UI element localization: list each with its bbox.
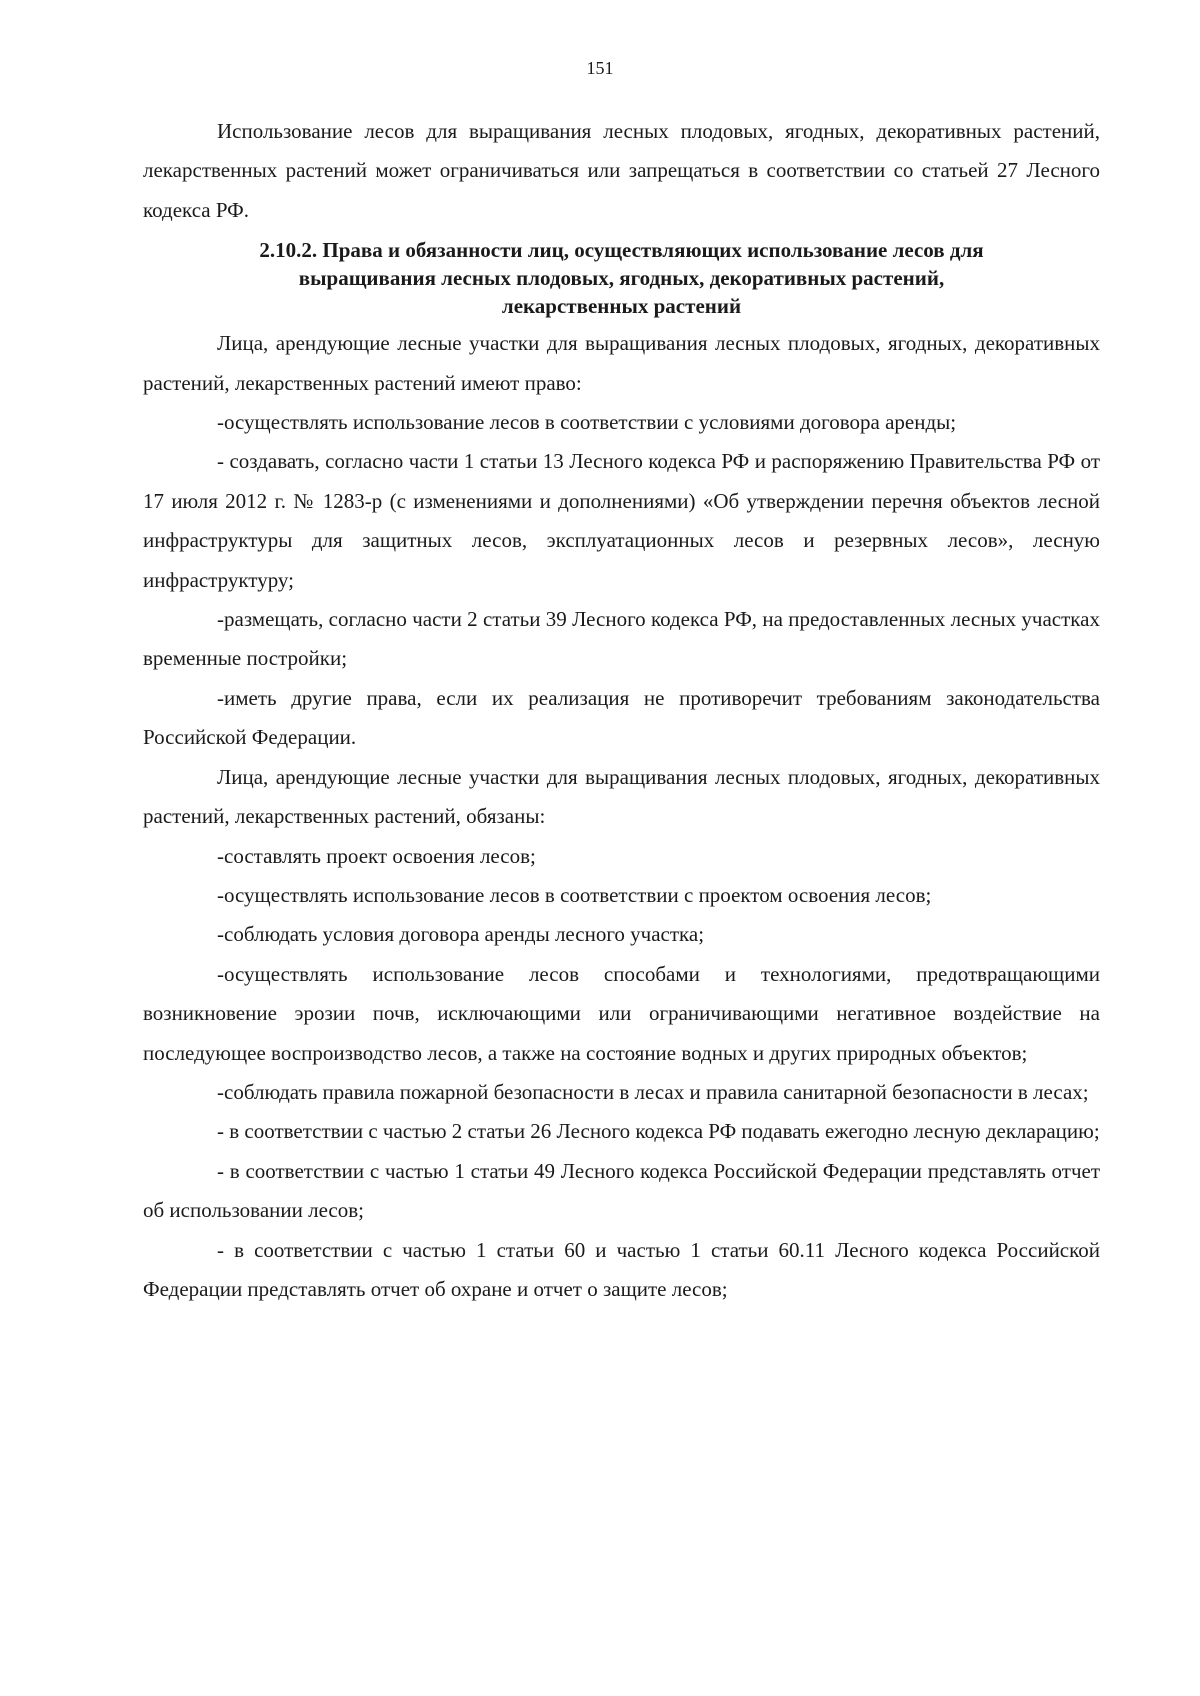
list-item: -осуществлять использование лесов в соответствии с условиями договора аренды; [217, 410, 957, 435]
paragraph: Использование лесов для выращивания лесных плодовых, ягодных, декоративных растений, лекарственных растений может ограничиваться или запрещаться в соответствии со статьей 27 Лесного кодекса РФ. [143, 119, 1100, 222]
paragraph: Лица, арендующие лесные участки для выращивания лесных плодовых, ягодных, декоративных растений, лекарственных растений имеют право: [143, 331, 1100, 395]
list-item: -соблюдать правила пожарной безопасности в лесах и правила санитарной безопасности в лесах; [217, 1079, 1089, 1104]
page-number: 151 [586, 58, 614, 78]
list-item: -размещать, согласно части 2 статьи 39 Лесного кодекса РФ, на предоставленных лесных участках временные постройки; [143, 607, 1100, 671]
list-item: -соблюдать условия договора аренды лесного участка; [217, 922, 705, 947]
document-body [143, 112, 1100, 1309]
paragraph: Лица, арендующие лесные участки для выращивания лесных плодовых, ягодных, декоративных растений, лекарственных растений, обязаны: [143, 764, 1100, 829]
list-item: - в соответствии с частью 1 статьи 60 и частью 1 статьи 60.11 Лесного кодекса Российской Федерации представлять отчет об охране и отчет о защите лесов; [143, 1237, 1100, 1301]
list-item: - в соответствии с частью 1 статьи 49 Лесного кодекса Российской Федерации представлять отчет об использовании лесов; [143, 1158, 1100, 1223]
section-heading: 2.10.2. Права и обязанности лиц, осуществляющих использование лесов для выращивания лесных плодовых, ягодных, декоративных растений, лекарственных растений [259, 238, 984, 319]
list-item: -осуществлять использование лесов в соответствии с проектом освоения лесов; [217, 882, 932, 907]
list-item: -иметь другие права, если их реализация не противоречит требованиям законодательства Российской Федерации. [143, 685, 1100, 750]
list-item: - создавать, согласно части 1 статьи 13 Лесного кодекса РФ и распоряжению Правительства РФ от 17 июля 2012 г. № 1283-р (с изменениями и дополнениями) «Об утверждении перечня объектов лесной инфраструктуры для защитных лесов, эксплуатационных лесов и резервных лесов», лесную инфраструктуру; [143, 449, 1100, 592]
list-item: -осуществлять использование лесов способами и технологиями, предотвращающими возникновение эрозии почв, исключающими или ограничивающими негативное воздействие на последующее воспроизводство лесов, а также на состояние водных и других природных объектов; [143, 961, 1100, 1065]
list-item: -составлять проект освоения лесов; [217, 843, 536, 868]
list-item: - в соответствии с частью 2 статьи 26 Лесного кодекса РФ подавать ежегодно лесную декларацию; [217, 1119, 1100, 1144]
